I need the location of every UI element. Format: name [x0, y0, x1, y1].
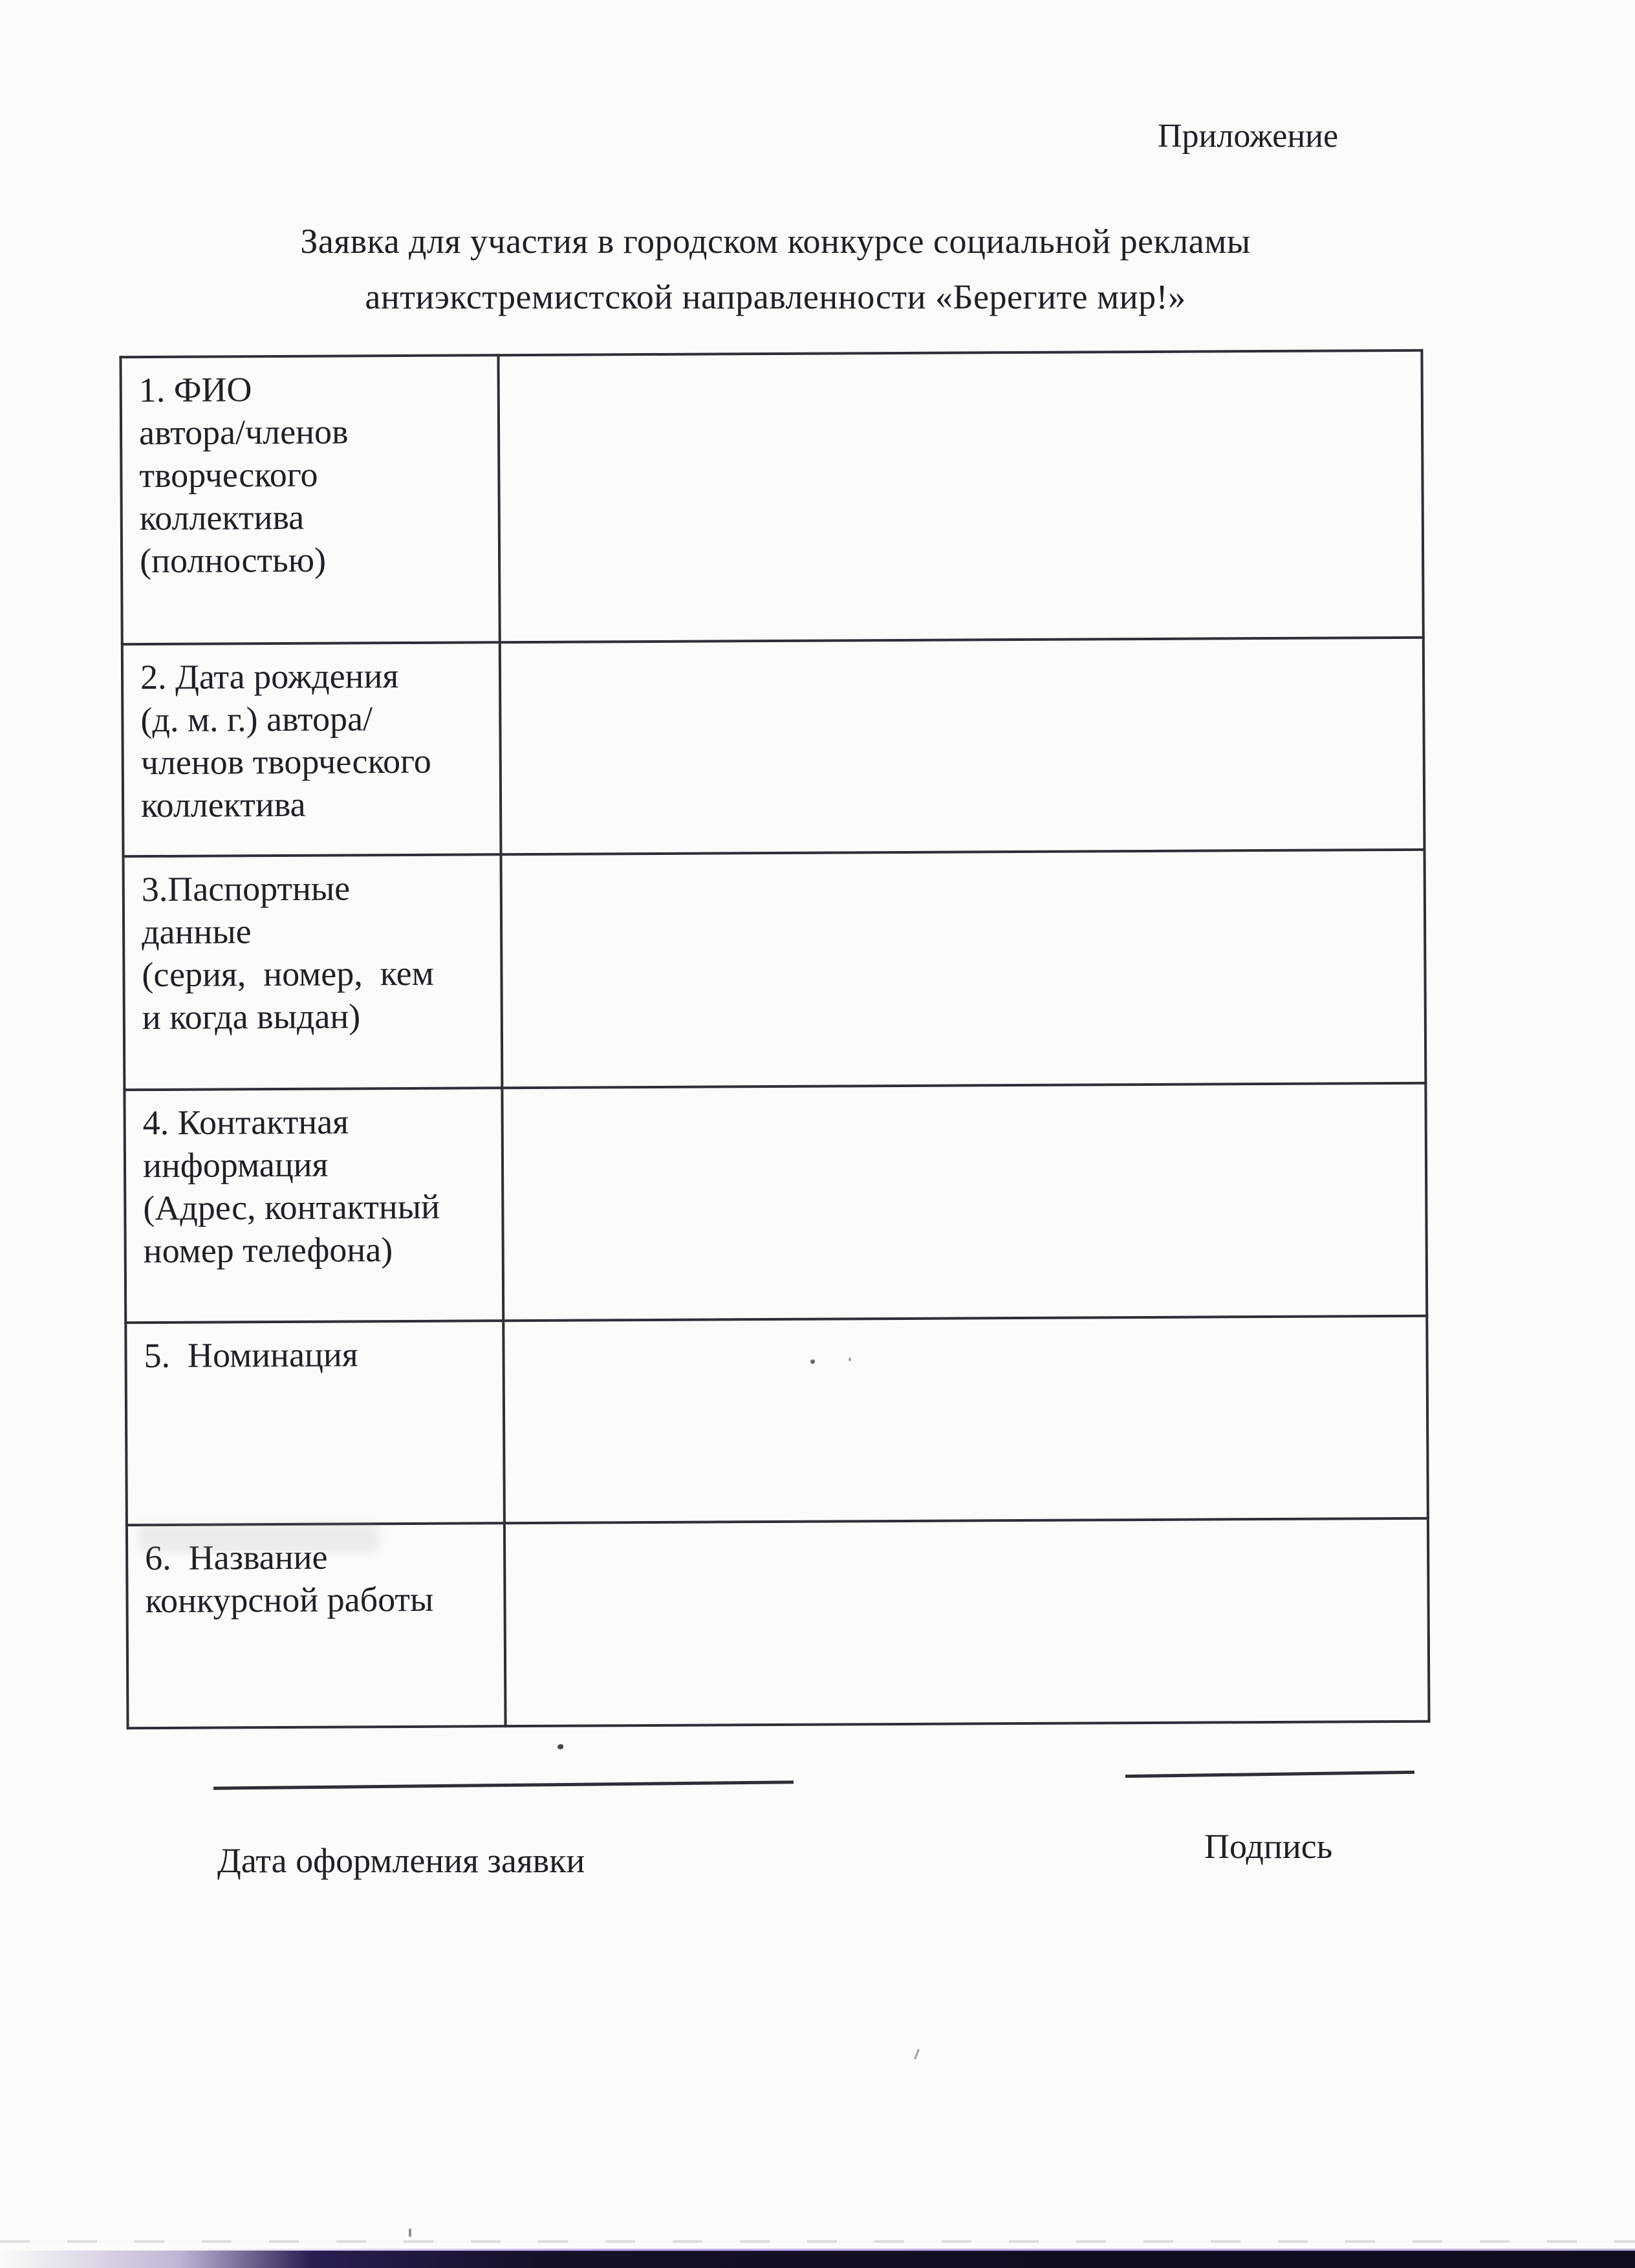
row-value-work-title — [504, 1518, 1429, 1726]
row-value-passport — [501, 850, 1425, 1088]
table-row — [125, 1316, 1428, 1526]
row-label-passport: 3.Паспортные данные (серия, номер, кем и когда выдан) — [124, 854, 503, 1090]
scan-speck — [849, 1357, 851, 1361]
row-value-contact — [502, 1083, 1427, 1321]
scan-speck — [409, 2229, 411, 2237]
document-title-line-2: антиэкстремистской направленности «Берегите мир!» — [365, 277, 1186, 316]
appendix-corner-label: Приложение — [1158, 118, 1339, 155]
document-title — [67, 213, 1484, 325]
scan-speck — [558, 1744, 563, 1749]
row-label-fio: 1. ФИО автора/членов творческого коллектива (полностью) — [120, 355, 499, 644]
scan-smudge — [138, 1524, 379, 1552]
table-row — [124, 1083, 1427, 1323]
application-form-table — [119, 349, 1430, 1730]
row-value-birthdate — [500, 638, 1425, 854]
signature-caption: Подпись — [1204, 1827, 1333, 1866]
table-row — [122, 638, 1425, 857]
table-row — [124, 850, 1426, 1090]
scan-speck — [810, 1359, 815, 1364]
row-label-nomination: 5. Номинация — [125, 1321, 504, 1525]
row-label-birthdate: 2. Дата рождения (д. м. г.) автора/ членов творческого коллектива — [122, 642, 501, 856]
row-value-nomination — [503, 1316, 1428, 1523]
document-title-line-1: Заявка для участия в городском конкурсе социальной рекламы — [300, 222, 1251, 261]
row-value-fio — [498, 351, 1423, 642]
signature-underline — [1125, 1771, 1414, 1778]
scan-speck — [914, 2049, 920, 2060]
date-underline — [213, 1780, 794, 1789]
scanner-grain-line — [0, 2240, 1635, 2243]
scanner-edge-strip — [0, 2251, 1635, 2268]
date-caption: Дата оформления заявки — [217, 1841, 585, 1880]
row-label-work-title: 6. Название конкурсной работы — [127, 1523, 506, 1728]
table-row — [120, 351, 1423, 645]
row-label-contact: 4. Контактная информация (Адрес, контактный номер телефона) — [124, 1088, 503, 1323]
